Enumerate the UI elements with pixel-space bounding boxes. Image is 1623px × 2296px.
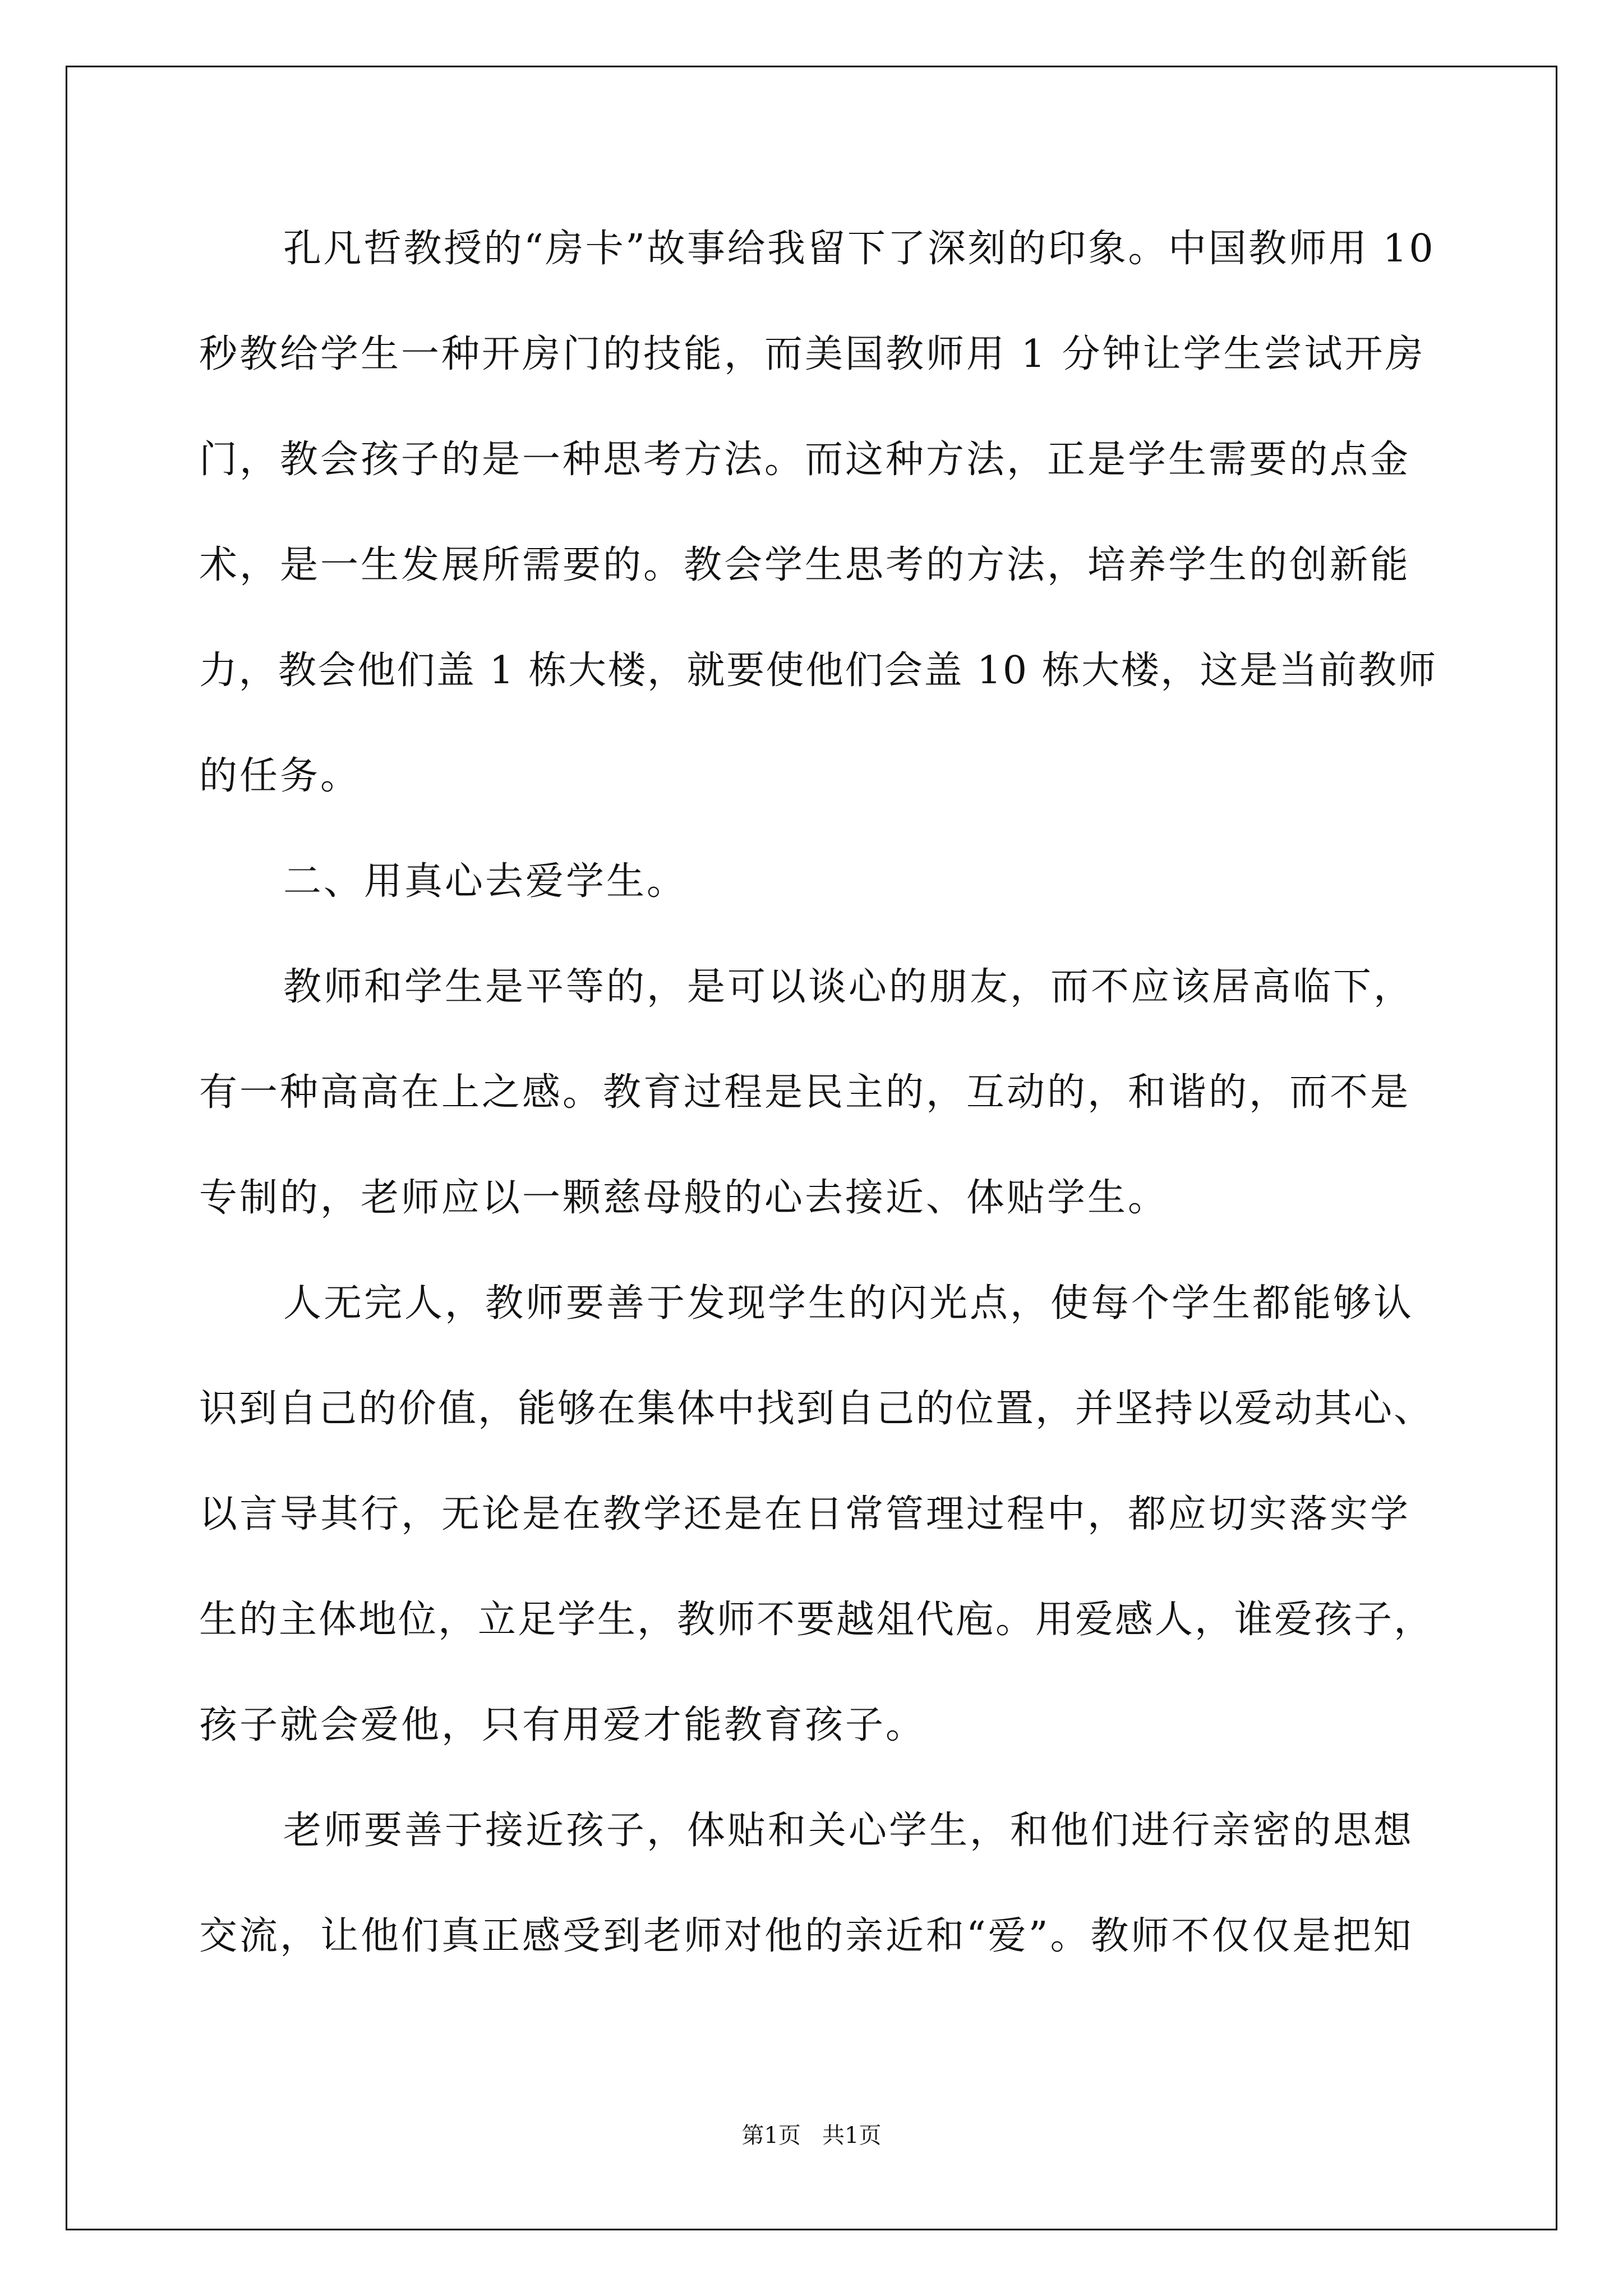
paragraph-1-line-2: 秒教给学生一种开房门的技能，而美国教师用 1 分钟让学生尝试开房 (199, 332, 1426, 376)
paragraph-1-line-6: 的任务。 (199, 754, 361, 798)
paragraph-3-line-5: 孩子就会爱他，只有用爱才能教育孩子。 (199, 1703, 926, 1747)
paragraph-1-line-3: 门，教会孩子的是一种思考方法。而这种方法，正是学生需要的点金 (199, 438, 1411, 482)
page-number-footer: 第1页 共1页 (741, 2123, 882, 2148)
paragraph-3-line-1: 人无完人，教师要善于发现学生的闪光点，使每个学生都能够认 (283, 1281, 1414, 1326)
paragraph-3-line-4: 生的主体地位，立足学生，教师不要越俎代庖。用爱感人，谁爱孩子， (199, 1598, 1434, 1642)
paragraph-2-line-3: 专制的，老师应以一颗慈母般的心去接近、体贴学生。 (199, 1176, 1169, 1220)
paragraph-1-line-1: 孔凡哲教授的“房卡”故事给我留下了深刻的印象。中国教师用 10 (283, 227, 1436, 271)
paragraph-1-line-4: 术，是一生发展所需要的。教会学生思考的方法，培养学生的创新能 (199, 543, 1411, 587)
paragraph-3-line-3: 以言导其行，无论是在教学还是在日常管理过程中，都应切实落实学 (199, 1492, 1411, 1536)
section-heading: 二、用真心去爱学生。 (283, 859, 688, 904)
paragraph-4-line-1: 老师要善于接近孩子，体贴和关心学生，和他们进行亲密的思想 (283, 1809, 1414, 1853)
paragraph-3-line-2: 识到自己的价值，能够在集体中找到自己的位置，并坚持以爱动其心、 (199, 1387, 1434, 1431)
paragraph-2-line-2: 有一种高高在上之感。教育过程是民主的，互动的，和谐的，而不是 (199, 1070, 1411, 1115)
paragraph-1-line-5: 力，教会他们盖 1 栋大楼，就要使他们会盖 10 栋大楼，这是当前教师 (199, 648, 1437, 693)
paragraph-2-line-1: 教师和学生是平等的，是可以谈心的朋友，而不应该居高临下， (283, 965, 1414, 1009)
page-border (66, 66, 1557, 2230)
paragraph-4-line-2: 交流，让他们真正感受到老师对他的亲近和“爱”。教师不仅仅是把知 (199, 1914, 1414, 1958)
